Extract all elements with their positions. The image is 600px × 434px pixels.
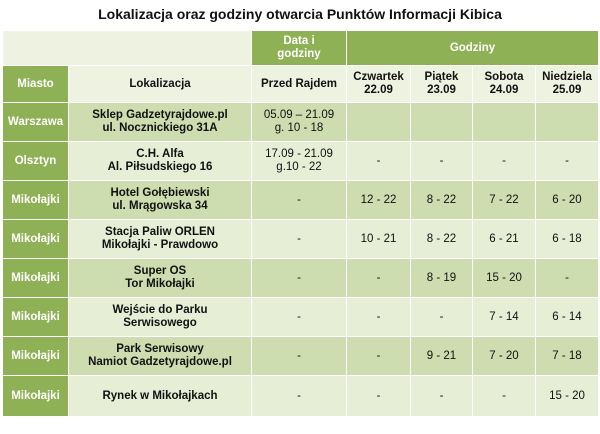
thursday-cell: -: [347, 259, 411, 298]
table-row: [3, 337, 599, 376]
friday-cell: 8 - 22: [411, 181, 473, 220]
saturday-cell: -: [473, 142, 536, 181]
city-cell: Mikołajki: [3, 220, 69, 259]
thursday-cell: 12 - 22: [347, 181, 411, 220]
city-cell: Warszawa: [3, 103, 69, 142]
saturday-cell: 15 - 20: [473, 259, 536, 298]
header-row-columns: [3, 66, 599, 103]
header-miasto: Miasto: [3, 66, 69, 103]
saturday-cell: -: [473, 376, 536, 417]
before-rally-cell: -: [252, 259, 347, 298]
before-rally-cell: 05.09 – 21.09 g. 10 - 18: [252, 103, 347, 142]
thursday-cell: -: [347, 337, 411, 376]
thursday-cell: 10 - 21: [347, 220, 411, 259]
before-rally-cell: -: [252, 220, 347, 259]
table-row: [3, 259, 599, 298]
city-cell: Mikołajki: [3, 181, 69, 220]
header-day-saturday: Sobota 24.09: [473, 66, 536, 103]
sunday-cell: -: [536, 142, 599, 181]
thursday-cell: -: [347, 376, 411, 417]
city-cell: Mikołajki: [3, 259, 69, 298]
friday-cell: 9 - 21: [411, 337, 473, 376]
sunday-cell: 6 - 20: [536, 181, 599, 220]
table-row: [3, 376, 599, 417]
thursday-cell: [347, 103, 411, 142]
before-rally-cell: 17.09 - 21.09 g.10 - 22: [252, 142, 347, 181]
location-cell: Rynek w Mikołajkach: [69, 376, 252, 417]
sunday-cell: 6 - 18: [536, 220, 599, 259]
saturday-cell: 7 - 14: [473, 298, 536, 337]
friday-cell: 8 - 22: [411, 220, 473, 259]
friday-cell: -: [411, 142, 473, 181]
sunday-cell: 6 - 14: [536, 298, 599, 337]
before-rally-cell: -: [252, 298, 347, 337]
before-rally-cell: -: [252, 337, 347, 376]
header-day-sunday: Niedziela 25.09: [536, 66, 599, 103]
thursday-cell: -: [347, 142, 411, 181]
sunday-cell: 7 - 18: [536, 337, 599, 376]
city-cell: Mikołajki: [3, 337, 69, 376]
saturday-cell: [473, 103, 536, 142]
saturday-cell: 7 - 20: [473, 337, 536, 376]
table-row: [3, 298, 599, 337]
friday-cell: 8 - 19: [411, 259, 473, 298]
city-cell: Mikołajki: [3, 376, 69, 417]
sunday-cell: [536, 103, 599, 142]
table-row: [3, 142, 599, 181]
saturday-cell: 6 - 21: [473, 220, 536, 259]
friday-cell: [411, 103, 473, 142]
saturday-cell: 7 - 22: [473, 181, 536, 220]
before-rally-cell: -: [252, 181, 347, 220]
sunday-cell: 15 - 20: [536, 376, 599, 417]
header-day-friday: Piątek 23.09: [411, 66, 473, 103]
location-cell: Park Serwisowy Namiot Gadzetyrajdowe.pl: [69, 337, 252, 376]
header-row-top: [3, 31, 599, 66]
table-row: [3, 220, 599, 259]
before-rally-cell: -: [252, 376, 347, 417]
city-cell: Mikołajki: [3, 298, 69, 337]
info-points-table: [2, 30, 599, 417]
location-cell: C.H. Alfa Al. Piłsudskiego 16: [69, 142, 252, 181]
location-cell: Super OS Tor Mikołajki: [69, 259, 252, 298]
thursday-cell: -: [347, 298, 411, 337]
header-data-i-godziny: Data i godziny: [252, 31, 347, 66]
header-day-thursday: Czwartek 22.09: [347, 66, 411, 103]
location-cell: Wejście do Parku Serwisowego: [69, 298, 252, 337]
location-cell: Stacja Paliw ORLEN Mikołajki - Prawdowo: [69, 220, 252, 259]
header-lokalizacja: Lokalizacja: [69, 66, 252, 103]
header-godziny: Godziny: [347, 31, 599, 66]
friday-cell: -: [411, 298, 473, 337]
sunday-cell: -: [536, 259, 599, 298]
friday-cell: -: [411, 376, 473, 417]
location-cell: Hotel Gołębiewski ul. Mrągowska 34: [69, 181, 252, 220]
table-row: [3, 103, 599, 142]
location-cell: Sklep Gadzetyrajdowe.pl ul. Nocznickiego 31A: [69, 103, 252, 142]
header-przed-rajdem: Przed Rajdem: [252, 66, 347, 103]
page-title: Lokalizacja oraz godziny otwarcia Punktów Informacji Kibica: [98, 6, 502, 22]
header-blank-cell: [3, 31, 252, 66]
city-cell: Olsztyn: [3, 142, 69, 181]
table-row: [3, 181, 599, 220]
